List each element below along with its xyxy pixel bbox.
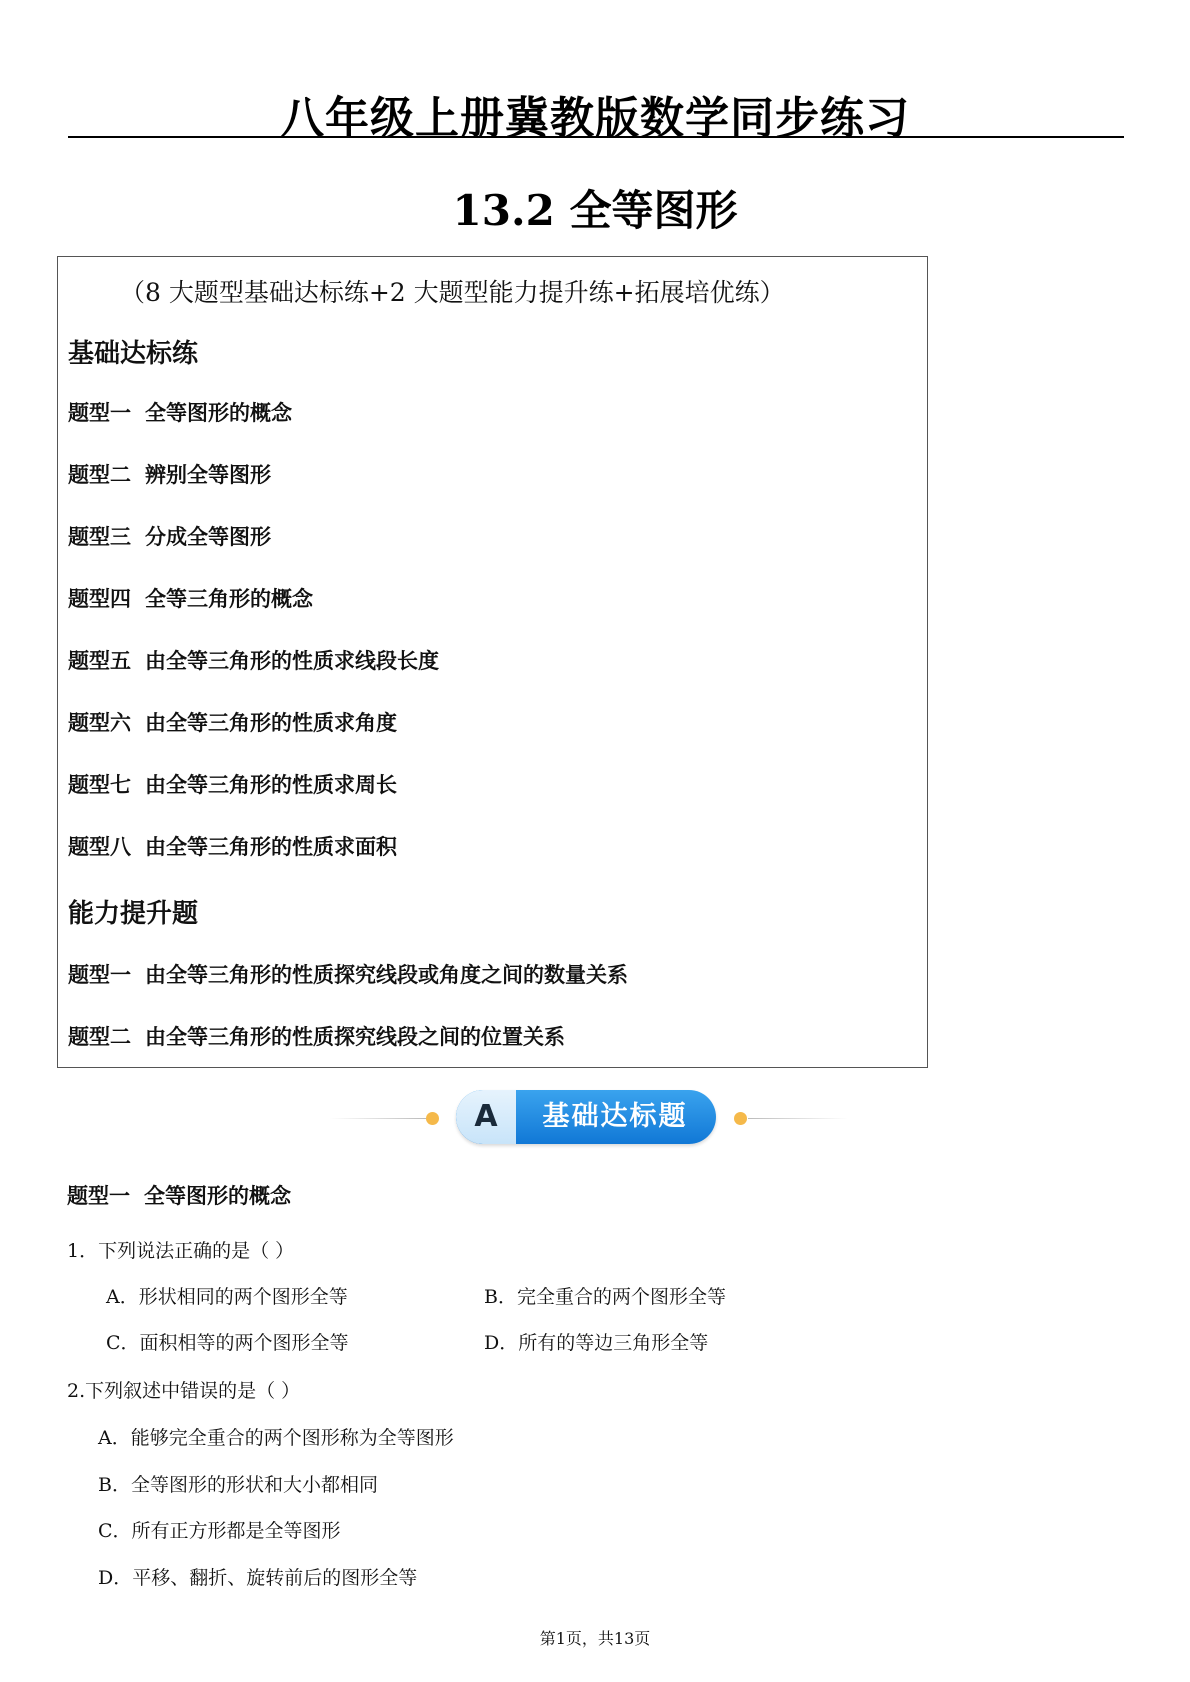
question-option[interactable]: C．所有正方形都是全等图形 xyxy=(98,1520,341,1542)
section-banner xyxy=(330,1088,860,1146)
banner-dot-left xyxy=(426,1112,439,1125)
toc-item[interactable] xyxy=(68,769,397,799)
toc-item-num: 题型五 xyxy=(68,649,131,673)
question-section-heading xyxy=(67,1180,291,1210)
banner-text: 基础达标题 xyxy=(542,1101,688,1132)
toc-item-num: 题型二 xyxy=(68,1025,131,1049)
question-section-num: 题型一 xyxy=(67,1184,130,1208)
question-option[interactable]: B．完全重合的两个图形全等 xyxy=(484,1286,726,1308)
toc-item-label: 全等三角形的概念 xyxy=(145,587,313,611)
document-title: 八年级上册冀教版数学同步练习 xyxy=(280,93,910,144)
banner-letter: A xyxy=(456,1090,516,1144)
toc-item-label: 分成全等图形 xyxy=(145,525,271,549)
question-option[interactable]: D．平移、翻折、旋转前后的图形全等 xyxy=(98,1567,418,1589)
toc-item[interactable] xyxy=(68,1021,565,1051)
toc-item-label: 由全等三角形的性质探究线段或角度之间的数量关系 xyxy=(145,963,628,987)
question-option[interactable]: D．所有的等边三角形全等 xyxy=(484,1332,709,1354)
toc-item[interactable] xyxy=(68,831,397,861)
toc-item-label: 由全等三角形的性质求角度 xyxy=(145,711,397,735)
toc-item-num: 题型六 xyxy=(68,711,131,735)
toc-heading-basic: 基础达标练 xyxy=(68,339,199,369)
toc-item[interactable] xyxy=(68,707,397,737)
toc-item-label: 由全等三角形的性质探究线段之间的位置关系 xyxy=(145,1025,565,1049)
banner-pill xyxy=(456,1090,716,1144)
banner-line-right xyxy=(748,1118,848,1119)
question-option[interactable]: A．形状相同的两个图形全等 xyxy=(106,1286,348,1308)
question-option[interactable]: A．能够完全重合的两个图形称为全等图形 xyxy=(98,1427,454,1449)
toc-item-num: 题型八 xyxy=(68,835,131,859)
toc-item-num: 题型二 xyxy=(68,463,131,487)
toc-item[interactable] xyxy=(68,959,628,989)
banner-line-left xyxy=(330,1118,426,1119)
toc-item-label: 由全等三角形的性质求线段长度 xyxy=(145,649,439,673)
banner-dot-right xyxy=(734,1112,747,1125)
question-stem: 1．下列说法正确的是（ ） xyxy=(67,1240,295,1262)
toc-item[interactable] xyxy=(68,397,292,427)
toc-item-label: 全等图形的概念 xyxy=(145,401,292,425)
question-section-label: 全等图形的概念 xyxy=(144,1184,291,1208)
toc-item[interactable] xyxy=(68,459,271,489)
toc-item-label: 由全等三角形的性质求面积 xyxy=(145,835,397,859)
question-option[interactable]: C．面积相等的两个图形全等 xyxy=(106,1332,349,1354)
toc-subtitle: （8 大题型基础达标练+2 大题型能力提升练+拓展培优练） xyxy=(120,278,785,307)
question-option[interactable]: B．全等图形的形状和大小都相同 xyxy=(98,1474,378,1496)
toc-item-label: 辨别全等图形 xyxy=(145,463,271,487)
toc-item-num: 题型一 xyxy=(68,963,131,987)
toc-item-num: 题型七 xyxy=(68,773,131,797)
toc-item[interactable] xyxy=(68,645,439,675)
page-number: 第1页，共13页 xyxy=(539,1629,651,1648)
toc-item[interactable] xyxy=(68,583,313,613)
toc-item-label: 由全等三角形的性质求周长 xyxy=(145,773,397,797)
section-title: 13.2 全等图形 xyxy=(452,186,738,235)
toc-heading-advanced: 能力提升题 xyxy=(68,899,199,929)
toc-item-num: 题型四 xyxy=(68,587,131,611)
title-underline xyxy=(68,136,1124,138)
toc-item[interactable] xyxy=(68,521,271,551)
question-stem: 2.下列叙述中错误的是（ ） xyxy=(67,1380,301,1402)
toc-item-num: 题型三 xyxy=(68,525,131,549)
toc-item-num: 题型一 xyxy=(68,401,131,425)
toc-box xyxy=(57,256,928,1068)
